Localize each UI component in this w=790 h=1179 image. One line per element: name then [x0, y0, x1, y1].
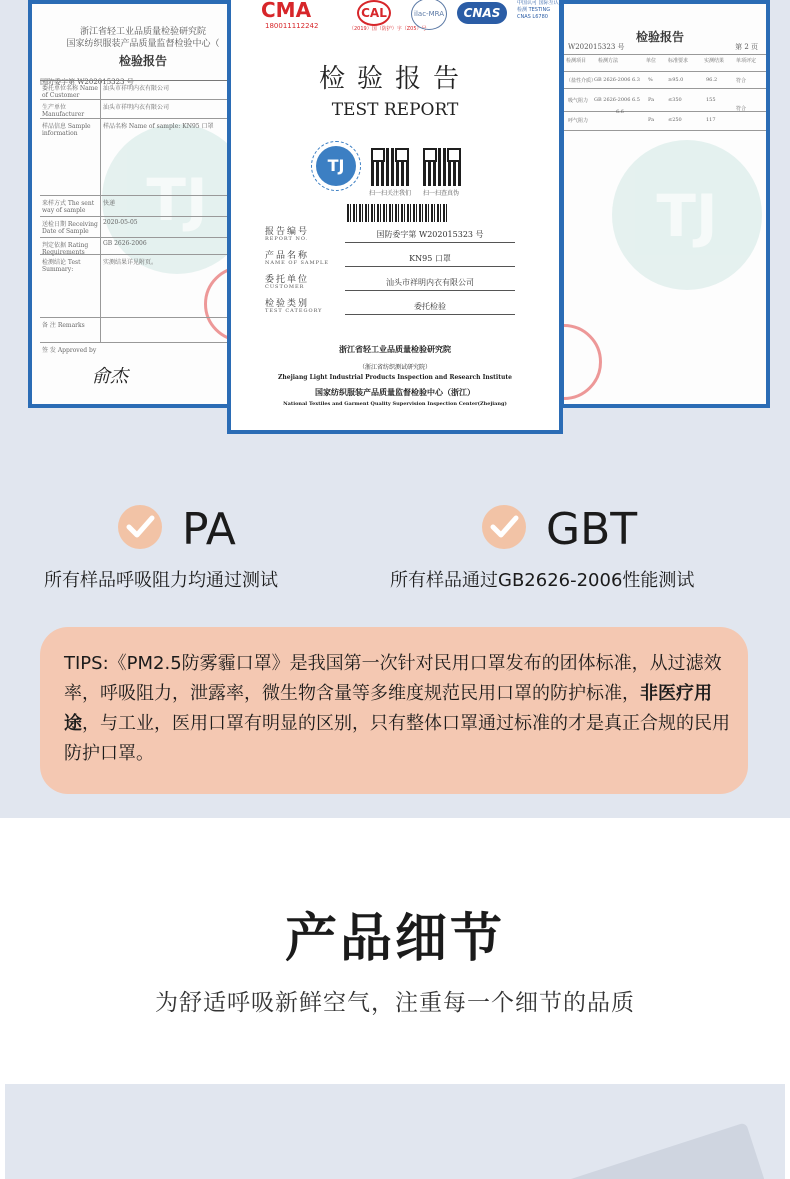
table-row: 签 发 Approved by	[42, 347, 97, 354]
cal-caption: （2019）国（防护）字（Z05）号	[349, 26, 427, 32]
certification-logos	[261, 0, 559, 34]
qr-code-follow	[371, 148, 409, 186]
barcode	[347, 204, 447, 222]
tj-badge-logo: TJ	[316, 146, 356, 186]
left-info-table	[40, 80, 254, 363]
tips-text: TIPS:《PM2.5防雾霾口罩》是我国第一次针对民用口罩发布的团体标准，从过滤效率，呼吸阻力，泄露率，微生物含量等多维度规范民用口罩的防护标准，非医疗用途，与工业，医用口罩有明显的区别，只有整体口罩通过标准的才是真正合规的民用防护口罩。	[64, 653, 730, 764]
right-report-title: 检验报告	[636, 30, 685, 44]
report-cover	[227, 0, 563, 434]
report-title-en: TEST REPORT	[331, 100, 459, 120]
field-report-no: 报告编号 REPORT NO. 国防委字第 W202015323 号	[265, 224, 515, 248]
check-icon	[118, 505, 162, 549]
report-title-cn: 检验报告	[318, 64, 471, 94]
center-name-cn: 国家纺织服装产品质量监督检验中心（浙江）	[315, 387, 475, 397]
tips-box	[40, 627, 748, 794]
check-icon	[482, 505, 526, 549]
institute-name-cn: 浙江省轻工业品质量检验研究院	[339, 344, 451, 354]
table-row: 吸气阻力 GB 2626-2006 6.5 Pa ≤350 155 符合	[564, 89, 766, 112]
table-row: 检测项目 检测方法 单位 标准要求 实测结果 单项评定	[564, 54, 766, 72]
field-customer: 委托单位 CUSTOMER 汕头市祥明内衣有限公司	[265, 272, 515, 296]
qr-code-verify	[423, 148, 461, 186]
right-report-number: W202015323 号	[568, 43, 625, 51]
section-title: 产品细节	[284, 909, 505, 969]
feature-description: 所有样品通过GB2626-2006性能测试	[390, 570, 695, 591]
field-sample-name: 产品名称 NAME OF SAMPLE KN95 口罩	[265, 248, 515, 272]
table-row: 检测结论 Test Summary: 实测结果详见附页。	[40, 255, 254, 318]
cma-logo: CMA	[261, 0, 312, 22]
institute-block	[231, 344, 559, 407]
center-name-en: National Textiles and Garment Quality Supervision Inspection Center(Zhejiang)	[283, 401, 507, 407]
qr-caption-follow: 扫一扫关注我们	[369, 190, 412, 197]
right-results-table	[564, 54, 766, 131]
table-row: 样品信息 Sample information 样品名称 Name of sample: KN95 口罩	[40, 119, 254, 196]
cnas-logo: CNAS	[457, 2, 507, 24]
left-report-number: 国防委字第 W202015323 号	[40, 78, 134, 86]
page-number: 第 2 页	[735, 43, 758, 51]
table-row: 生产单位 Manufacturer 汕头市祥明内衣有限公司	[40, 100, 254, 119]
table-row: 送检日期 Receiving Date of Sample 2020-05-05	[40, 217, 254, 238]
product-image-edge	[536, 1122, 773, 1179]
tips-emphasis: 非医疗用途	[64, 683, 712, 734]
feature-title: GBT	[546, 504, 638, 555]
table-row: 委托单位名称 Name of Customer 汕头市祥明内衣有限公司	[40, 81, 254, 100]
table-row: （盐性介质） GB 2626-2006 6.3 % ≥95.0 96.2 符合	[564, 72, 766, 89]
watermark-logo	[612, 140, 762, 290]
cal-logo: CAL	[357, 0, 391, 26]
feature-title: PA	[182, 504, 236, 555]
institute-name-en: Zhejiang Light Industrial Products Inspection and Research Institute	[278, 374, 512, 381]
qr-caption-verify: 扫一扫查真伪	[423, 190, 460, 197]
left-report-title: 检验报告	[118, 54, 167, 68]
report-page-left	[28, 0, 258, 408]
report-page-right	[560, 0, 770, 408]
table-row: 来样方式 The sent way of sample 快递	[40, 196, 254, 217]
left-header-line1: 浙江省轻工业品质量检验研究院	[79, 27, 206, 37]
field-test-category: 检验类别 TEST CATEGORY 委托检验	[265, 296, 515, 320]
table-row: 备 注 Remarks	[40, 318, 254, 343]
ilac-mra-logo: ilac-MRA	[411, 0, 447, 30]
report-info-fields	[265, 224, 515, 320]
left-header-line2: 国家纺织服装产品质量监督检验中心（	[66, 39, 220, 49]
red-seal-stamp	[564, 324, 602, 400]
product-detail-panel	[5, 1084, 785, 1179]
feature-description: 所有样品呼吸阻力均通过测试	[44, 570, 278, 591]
cma-number: 180011112242	[265, 22, 319, 30]
table-row: 呼气阻力 6.6 Pa ≤250 117	[564, 112, 766, 131]
table-row: 判定依据 Rating Requirements GB 2626-2006	[40, 238, 254, 255]
signature: 俞杰	[92, 366, 128, 387]
section-subtitle: 为舒适呼吸新鲜空气，注重每一个细节的品质	[155, 990, 635, 1016]
institute-alias-cn: （浙江省纺织测试研究院）	[358, 364, 431, 371]
cnas-tag: 中国认可 国际互认 检测 TESTING CNAS L6780	[517, 0, 559, 20]
